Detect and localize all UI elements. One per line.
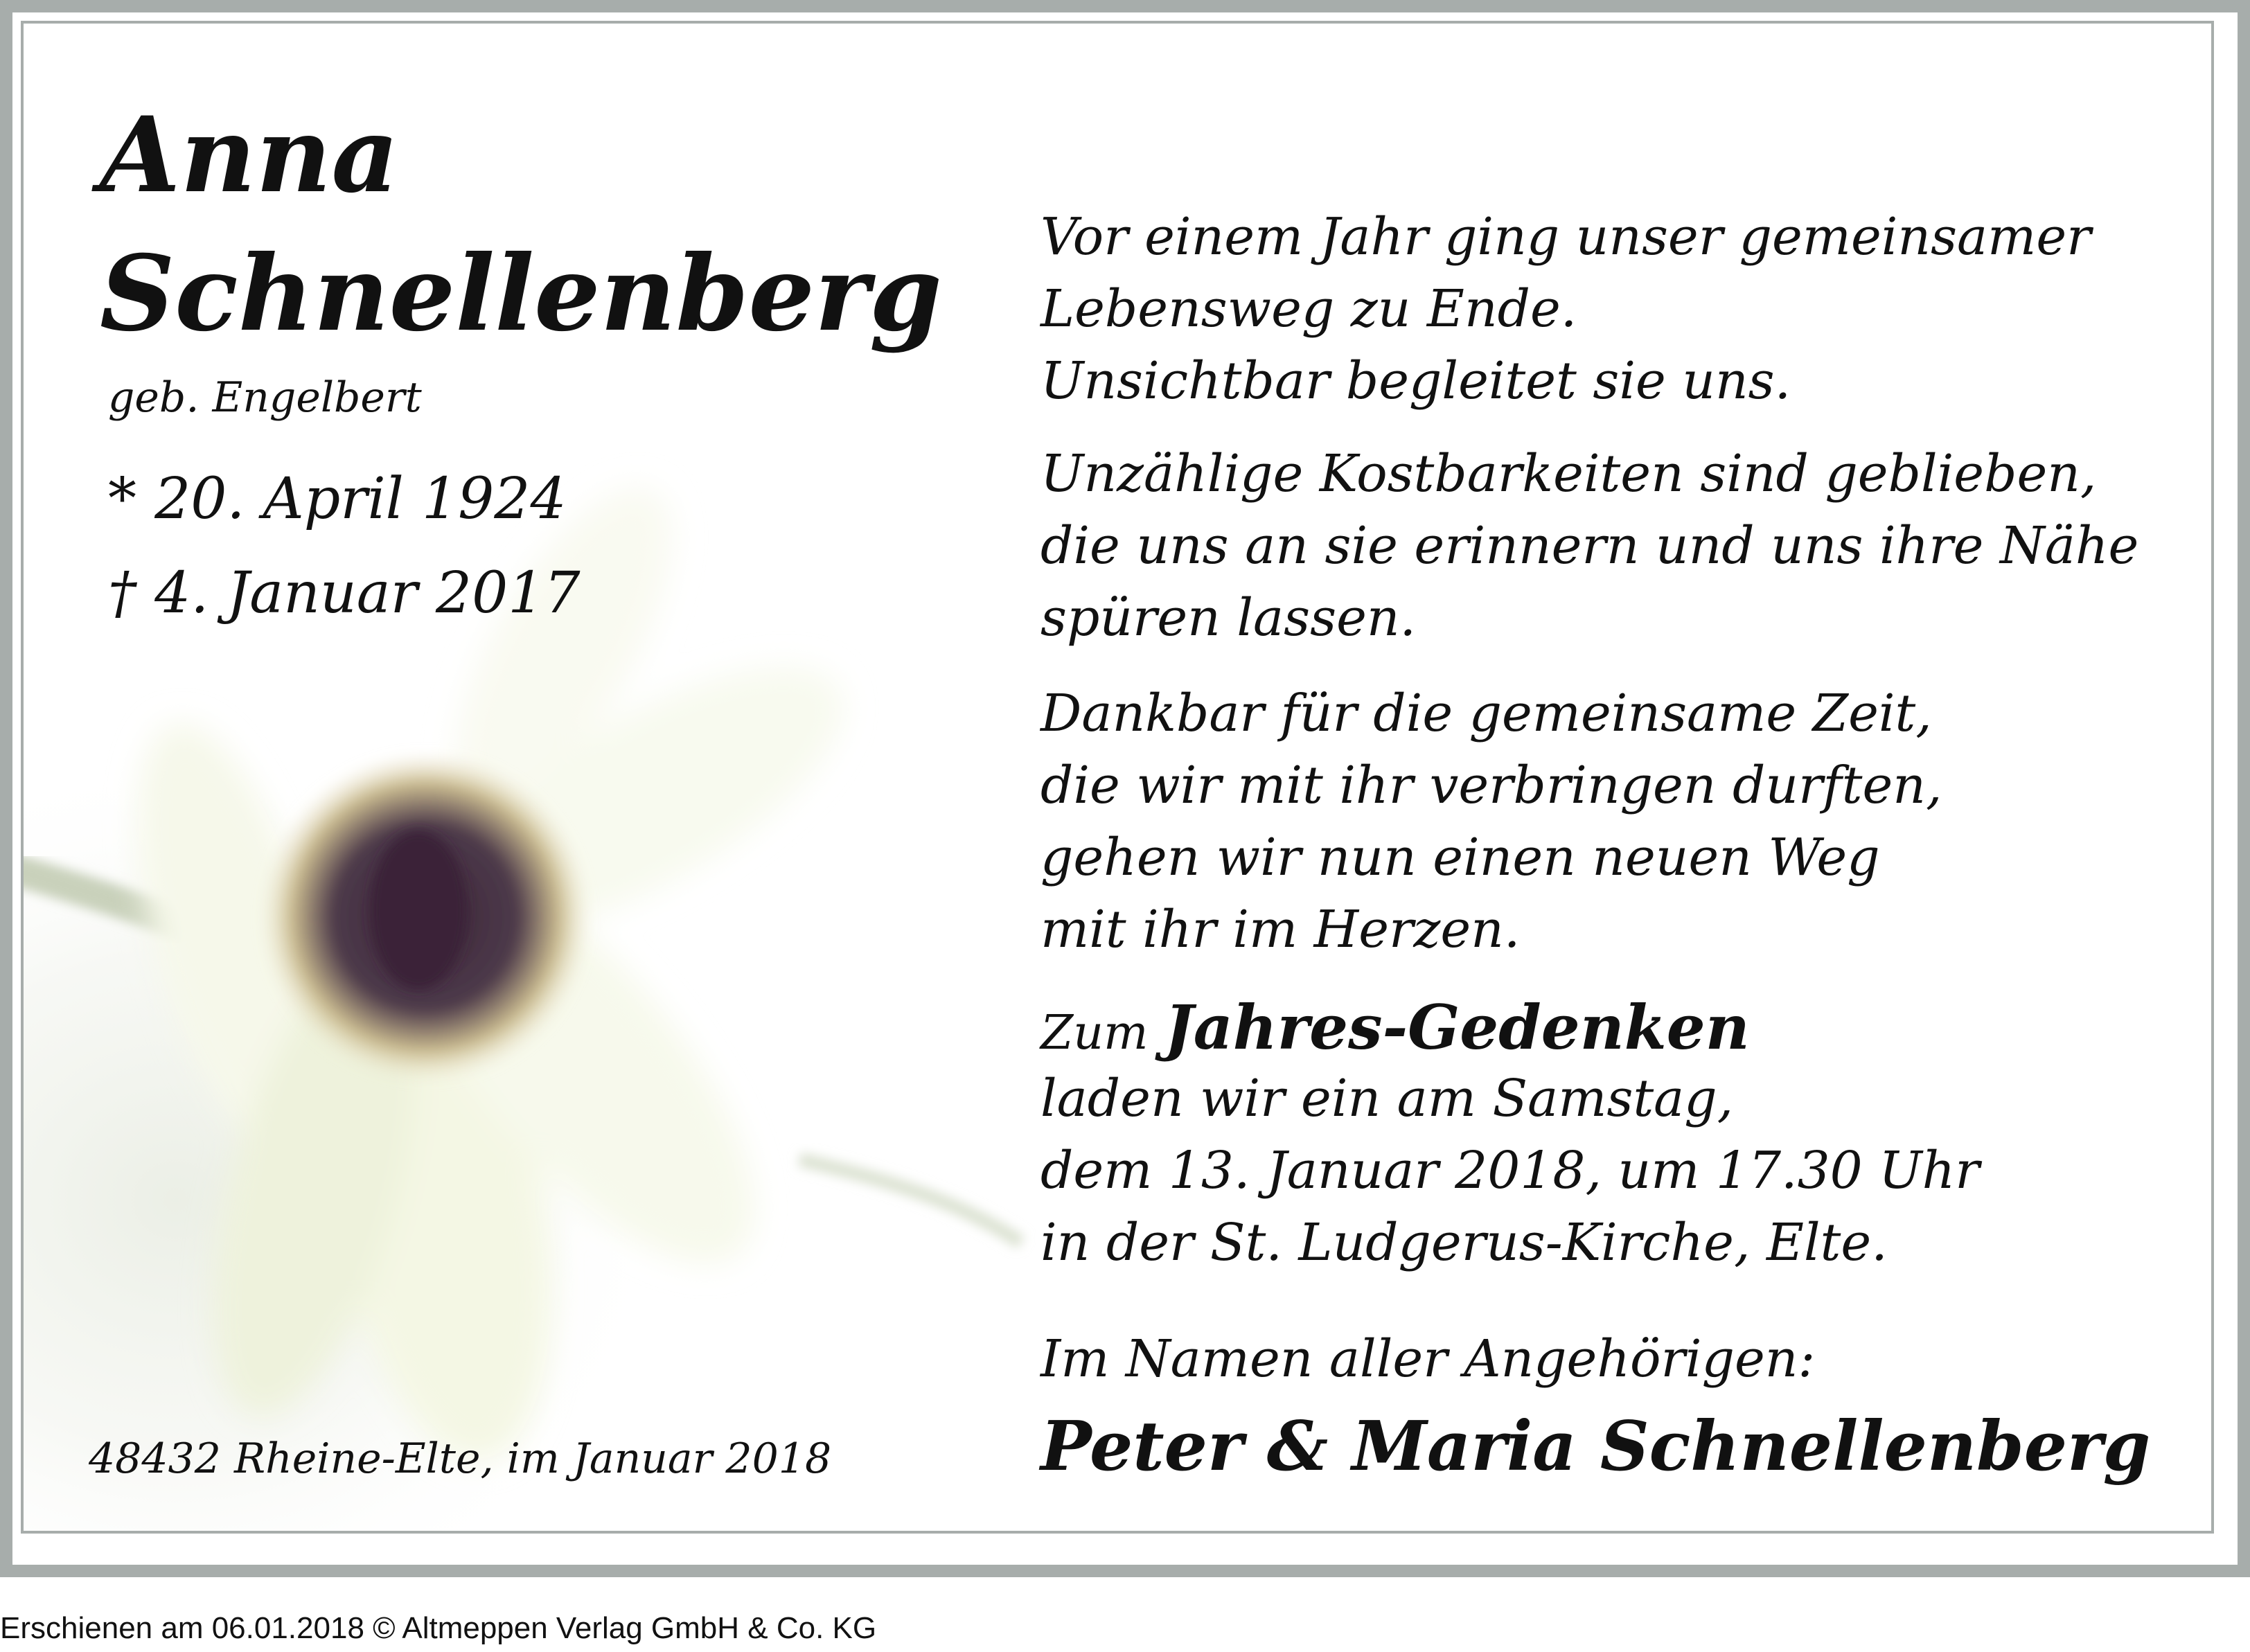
poem-line: gehen wir nun einen neuen Weg — [1040, 828, 1880, 887]
publication-footer: Erschienen am 06.01.2018 © Altmeppen Verlag GmbH & Co. KG — [0, 1611, 877, 1645]
poem-line: spüren lassen. — [1040, 588, 1417, 648]
invitation-line: laden wir ein am Samstag, — [1040, 1069, 1734, 1128]
ad-border — [21, 21, 2214, 1534]
place-date: 48432 Rheine-Elte, im Januar 2018 — [89, 1435, 832, 1483]
poem-line: Lebensweg zu Ende. — [1040, 279, 1577, 339]
birth-name: geb. Engelbert — [108, 373, 422, 422]
invitation-line: in der St. Ludgerus-Kirche, Elte. — [1040, 1213, 1888, 1272]
birth-date: * 20. April 1924 — [108, 466, 567, 532]
poem-line: Unzählige Kostbarkeiten sind geblieben, — [1040, 444, 2097, 504]
signature-intro: Im Namen aller Angehörigen: — [1040, 1329, 1816, 1389]
invitation-prefix: Zum — [1040, 1006, 1149, 1060]
poem-line: Unsichtbar begleitet sie uns. — [1040, 351, 1791, 411]
invitation-event: Jahres-Gedenken — [1164, 991, 1750, 1063]
invitation-heading — [1040, 989, 1750, 1072]
poem-line: Dankbar für die gemeinsame Zeit, — [1040, 684, 1932, 743]
poem-line: die wir mit ihr verbringen durften, — [1040, 756, 1942, 815]
poem-line: Vor einem Jahr ging unser gemeinsamer — [1040, 207, 2091, 267]
signature-names: Peter & Maria Schnellenberg — [1040, 1407, 2151, 1486]
poem-line: die uns an sie erinnern und uns ihre Nähe — [1040, 516, 2139, 576]
first-name: Anna — [100, 94, 399, 216]
last-name: Schnellenberg — [100, 233, 942, 355]
invitation-line: dem 13. Januar 2018, um 17.30 Uhr — [1040, 1141, 1980, 1200]
poem-line: mit ihr im Herzen. — [1040, 900, 1521, 959]
death-date: † 4. Januar 2017 — [108, 560, 581, 626]
